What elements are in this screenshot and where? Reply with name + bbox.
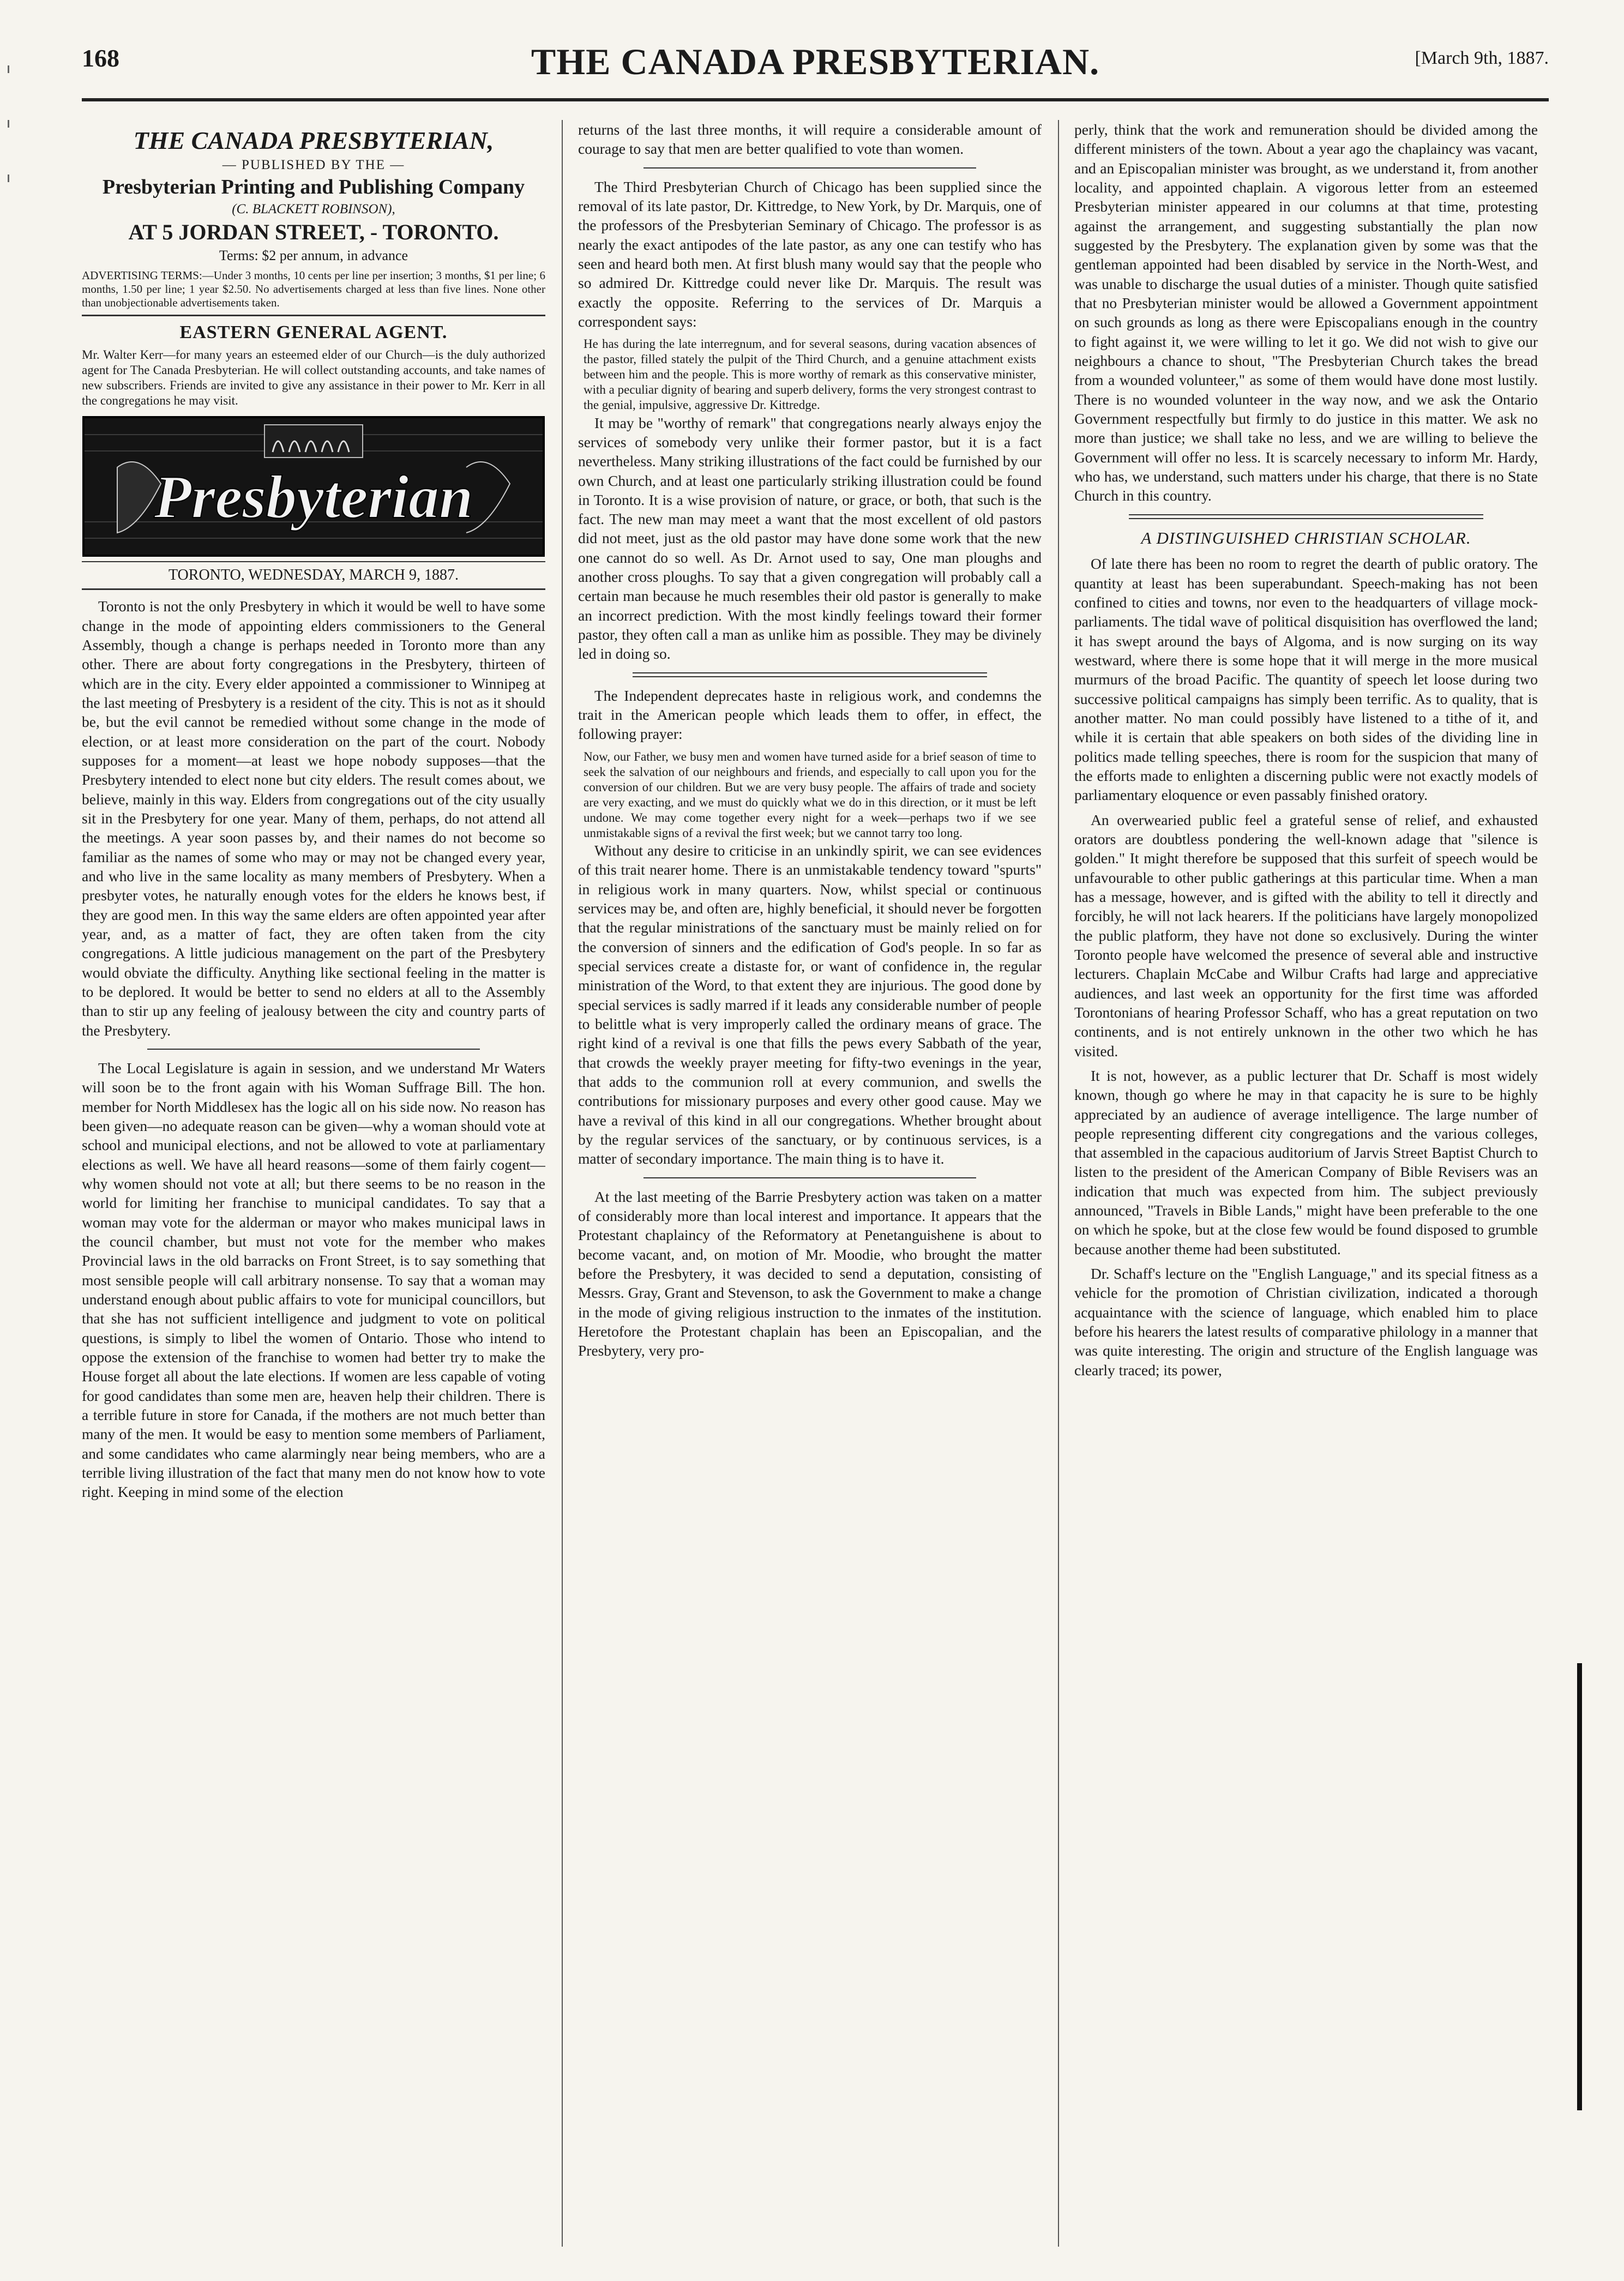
agent-text: Mr. Walter Kerr—for many years an esteemed elder of our Church—is the duly authorized agent for The Canada Presbyterian. He will collect outstanding accounts, and take names of new subscribers. Friends are invited to give any assistance in their power to Mr. Kerr in all the congregations he may visit. (82, 348, 545, 408)
masthead-address: AT 5 JORDAN STREET, - TORONTO. (128, 220, 499, 245)
article-independent: The Independent deprecates haste in religious work, and condemns the trait in the American people which leads them to offer, in effect, the following prayer: (578, 687, 1042, 743)
column-1 (82, 120, 545, 2247)
article-chicago-church: The Third Presbyterian Church of Chicago has been supplied since the removal of its late pastor, Dr. Kittredge, to New York, by Dr. Marquis, one of the professors of the Presbyterian Seminary of Chicago. The professor is as nearly the exact antipodes of the late pastor, as any one can testify who has seen and heard both men. At first blush many would say that the people who so admired Dr. Kittredge could never like Dr. Marquis. The result was exactly the opposite. Referring to the services of Dr. Marquis a correspondent says: (578, 178, 1042, 330)
section-rule (1129, 514, 1483, 519)
column-3 (1074, 120, 1538, 2247)
agent-heading: EASTERN GENERAL AGENT. (179, 322, 448, 342)
binding-mark (8, 65, 9, 73)
article-oratory: Of late there has been no room to regret the dearth of public oratory. The quantity at least has been superabundant. Speech-making has not been confined to cities and towns, nor even to the headquarters of village mock-parliaments. The tidal wave of political disquisition has overflowed the land; it has swept around the bays of Algoma, and is now surging on its way westward, where there is some hope that it will merge in the more musical murmurs of the broad Pacific. The quantity of speech let loose during two successive political campaigns has simply been terrific. As to quality, that is another matter. No man could possibly have listened to a tithe of it, and while it is certain that able speakers on both sides of the dividing line in politics made telling speeches, there is room for the suspicion that many of the efforts made to enlighten a discerning public were not exactly models of parliamentary eloquence or even passably finished oratory. (1074, 555, 1538, 804)
subscription-terms: Terms: $2 per annum, in advance (219, 247, 408, 263)
columns (82, 120, 1549, 2247)
correspondent-quote: He has during the late interregnum, and for several seasons, during vacation absences of the pastor, filled stately the pulpit of the Third Church, and a genuine attachment exists between him and the people. This is more worthy of remark as this conservative minister, with a peculiar dignity of bearing and superb delivery, forms the very strongest contrast to the genial, impulsive, aggressive Dr. Kittredge. (584, 337, 1036, 412)
article-woman-suffrage: The Local Legislature is again in session, and we understand Mr Waters will soon be to the front again with his Woman Suffrage Bill. The hon. member for North Middlesex has the logic all on his side now. No reason has been given—no adequate reason can be given—why a woman should vote at school and municipal elections, and not be allowed to vote at parliamentary elections as well. We have all heard reasons—some of them fairly cogent—why women should not vote at all; but there seems to be no reason in the world for limiting her franchise to municipal candidates. To say that a woman may vote for the alderman or mayor who makes municipal laws in the council chamber, but must not vote for the member who makes Provincial laws in the old barracks on Front Street, is to say something that most sensible people will call arbitrary nonsense. To say that a woman may understand enough about public affairs to vote for municipal councillors, but that she has not sufficient intelligence and judgment to vote on political questions, is simply to libel the women of Ontario. Those who intend to oppose the extension of the franchise to women had better try to make the House forget all about the late elections. If women are less capable of voting for good candidates than some men are, heaven help their children. There is a terrible future in store for Canada, if the mothers are not much better than many of the men. It would be easy to mention some members of Parliament, and some candidates who came alarmingly near being members, who are a terrible living illustration of the fact that many men do not know how to vote right. Keeping in mind some of the election (82, 1059, 545, 1501)
page-header (82, 38, 1549, 101)
issue-date: [March 9th, 1887. (1415, 48, 1549, 68)
article-english-language: Dr. Schaff's lecture on the "English Language," and its special fitness as a vehicle for the promotion of Christian civilization, indicated a thorough acquaintance with the science of language, which enabled him to place before his hearers the latest results of comparative philology in a manner that was quite interesting. The origin and structure of the English language was clearly traced; its power, (1074, 1265, 1538, 1379)
article-continuation: returns of the last three months, it will require a considerable amount of courage to say that men are better qualified to vote than women. (578, 121, 1042, 158)
section-heading: A DISTINGUISHED CHRISTIAN SCHOLAR. (1141, 528, 1471, 547)
logo-text: Presbyterian (154, 464, 473, 532)
column-divider (1058, 120, 1059, 2247)
masthead-manager: (C. BLACKETT ROBINSON), (232, 202, 395, 217)
article-schaff: It is not, however, as a public lecturer that Dr. Schaff is most widely known, though go where he may in that capacity he is sure to be highly appreciated by an audience of average intelligence. The large number of people representing different city congregations and the various colleges, that assembled in the capacious auditorium of Jarvis Street Baptist Church to listen to the president of the American Company of Bible Revisers was an indication that much was expected from him. The subject previously announced, "Travels in Bible Lands," might have been preferable to the one on which he spoke, but at the close few would be found disposed to grumble because another theme had been substituted. (1074, 1067, 1538, 1257)
article-toronto-presbytery: Toronto is not the only Presbytery in which it would be well to have some change in the mode of appointing elders commissioners to the General Assembly, though a change is perhaps needed in Toronto more than any other. There are about forty congregations in the Presbytery, thirteen of which are in the city. Every elder appointed a commissioner to Winnipeg at the last meeting of Presbytery is a resident of the city. This is not as it should be, but the evil cannot be remedied without some change in the mode of election, or at least more consideration on the part of the court. Nobody supposes for a moment—at least we hope nobody supposes—that the Presbytery intended to elect none but city elders. The result comes about, we believe, mainly in this way. Elders from congregations out of the city usually sit in the Presbytery for one year. Many of them, perhaps, do not attend all the meetings. A year soon passes by, and their names do not become so familiar as the names of some who may or may not be changed every year, and who live in the same locality as many members of Presbytery. When a presbyter votes, he naturally enough votes for the elders he knows best, if they are good men. In this way the same elders are often appointed year after year, and, as a matter of fact, they are often taken from the city congregations. A little judicious management on the part of the Presbytery would obviate the difficulty. Anything like sectional feeling in the matter is to be deplored. It would be better to send no elders at all to the Assembly than to stir up any feeling of jealousy between the city and country parts of the Presbytery. (82, 598, 545, 1039)
article-revivals: Without any desire to criticise in an unkindly spirit, we can see evidences of this trait nearer home. There is an unmistakable tendency toward "spurts" in religious work in many quarters. Now, whilst special or continuous services may be, and often are, highly beneficial, it should never be forgotten that the regular ministrations of the sanctuary must be mainly relied on for the conversion of sinners and the edification of God's people. In so far as special services create a distaste for, or want of confidence in, the regular ministration of the Word, to that extent they are injurious. The good done by special services is sadly marred if it leads any considerable number of people to belittle what is very improperly called the ordinary means of grace. The right kind of a revival is one that fills the pews every Sabbath of the year, that crowds the weekly prayer meeting for fifty-two evenings in the year, that adds to the communion roll at every communion, and swells the contributions for missionary purposes and every other good cause. May we have a revival of this kind in all our congregations. Whether brought about by the regular services of the sanctuary, or by continuous services, is a matter of secondary importance. The main thing is to have it. (578, 842, 1042, 1167)
article-pastors: It may be "worthy of remark" that congregations nearly always enjoy the services of somebody very unlike their former pastor, but it is a fact nevertheless. Many striking illustrations of the fact could be furnished by our own Church, and at least one particularly striking illustration could be found in Toronto. It is a wise provision of nature, or grace, or both, that such is the fact. The new man may meet a want that the most excellent of old pastors did not meet, just as the old pastor may have done some work that the new one cannot do so well. As Dr. Arnot used to say, One man ploughs and another cross ploughs. To say that a given congregation will probably call a certain man because he much resembles their old pastor is generally to make an incorrect prediction. With the most kindly feelings toward their former pastor, they often call a man as unlike him as possible. They may be divinely led in doing so. (578, 414, 1042, 663)
presbyterian-logo (82, 416, 545, 557)
column-2 (578, 120, 1042, 2247)
logo-artwork (85, 418, 543, 555)
prayer-quote: Now, our Father, we busy men and women have turned aside for a brief season of time to seek the salvation of our neighbours and friends, and especially to call upon you for the conversion of our children. But we are very busy people. The affairs of trade and society are very exacting, and we must do quickly what we do in this direction, or it must be left undone. We may come together every night for a week—perhaps two if we see unmistakable signs of a revival the first week; but we cannot tarry too long. (584, 749, 1036, 840)
column-divider (562, 120, 563, 2247)
scan-edge-mark (1577, 1663, 1582, 2110)
article-lecturers: An overwearied public feel a grateful sense of relief, and exhausted orators are doubtless pondering the well-known adage that "silence is golden." It might therefore be supposed that this surfeit of speech would be unfavourable to other public gatherings at this particular time. When a man has a message, however, and is gifted with the ability to tell it directly and forcibly, he will not lack hearers. If the politicians have largely monopolized the public platform, they have not done so exclusively. During the winter Toronto people have welcomed the presence of several able and instructive lecturers. Chaplain McCabe and Wilbur Crafts had large and appreciative audiences, and last week an opportunity for the first time was afforded Torontonians of hearing Professor Schaff, who has a great reputation on two continents, and is not entirely unknown in the other two which he has visited. (1074, 811, 1538, 1060)
newspaper-page (82, 38, 1549, 2252)
paper-title: THE CANADA PRESBYTERIAN. (531, 41, 1100, 82)
masthead-company: Presbyterian Printing and Publishing Company (102, 176, 525, 199)
binding-mark (8, 120, 9, 128)
section-rule (147, 1049, 480, 1050)
section-rule (633, 672, 987, 677)
masthead-published-by: — PUBLISHED BY THE — (222, 158, 405, 173)
article-chaplaincy: perly, think that the work and remuneration should be divided among the different ministers of the town. About a year ago the chaplaincy was vacant, and an Episcopalian minister was brought, as we understand it, from another locality, and appointed chaplain. A vigorous letter from an esteemed Presbyterian minister appeared in our columns at that time, protesting against the arrangement, and suggesting substantially the plan now suggested by the Presbytery. The explanation given by some was that the gentleman appointed had been disabled by service in the North-West, and was unable to discharge the usual duties of a minister. Though quite satisfied that no Presbyterian minister would be allowed a Government appointment on such grounds as long as there were Episcopalians enough in the country to fight against it, we were willing to let it go. We did not wish to give our neighbours a chance to shout, "The Presbyterian Church takes the bread from a wounded volunteer," as some of them would have done most lustily. There is no wounded volunteer in the way now, and we ask the Ontario Government respectfully but firmly to do justice in this matter. We ask no more than justice; we shall take no less, and we are willing to believe the Government will offer no less. It is scarcely necessary to inform Mr. Hardy, who has, we understand, such matters under his charge, that there is no State Church in this country. (1074, 121, 1538, 504)
page-number: 168 (82, 44, 119, 72)
masthead-title: THE CANADA PRESBYTERIAN, (133, 127, 494, 154)
dateline: TORONTO, WEDNESDAY, MARCH 9, 1887. (82, 561, 545, 590)
section-rule (643, 167, 976, 168)
advertising-terms: ADVERTISING TERMS:—Under 3 months, 10 cents per line per insertion; 3 months, $1 per line; 6 months, 1.50 per line; 1 year $2.50. No advertisements charged at less than five lines. None other than unobjectionable advertisements taken. (82, 269, 545, 316)
section-rule (643, 1177, 976, 1178)
binding-mark (8, 174, 9, 182)
article-barrie-presbytery: At the last meeting of the Barrie Presbytery action was taken on a matter of considerably more than local interest and importance. It appears that the Protestant chaplaincy of the Reformatory at Penetanguishene is about to become vacant, and, on motion of Mr. Moodie, who brought the matter before the Presbytery, it was decided to send a deputation, consisting of Messrs. Gray, Grant and Stevenson, to ask the Government to make a change in the mode of giving religious instruction to the inmates of the institution. Heretofore the Protestant chaplain has been an Episcopalian, and the Presbytery, very pro- (578, 1188, 1042, 1359)
